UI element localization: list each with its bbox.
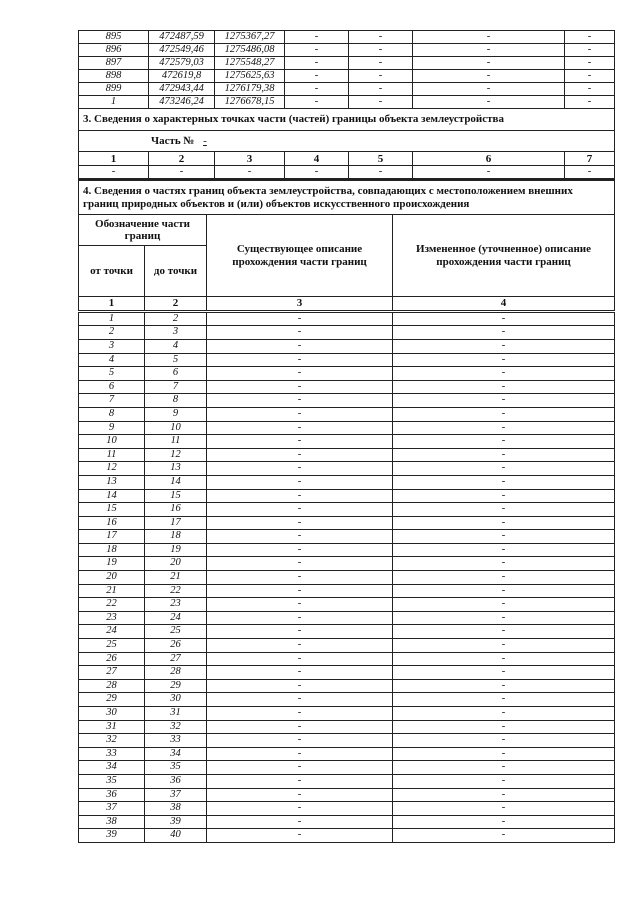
- table-cell: 7: [145, 380, 207, 394]
- table-row: [79, 394, 615, 408]
- table-row: [79, 571, 615, 585]
- table-cell: -: [393, 353, 615, 367]
- table-cell: -: [285, 44, 349, 57]
- table-cell: 31: [79, 720, 145, 734]
- table-cell: 33: [145, 734, 207, 748]
- table-cell: -: [349, 70, 413, 83]
- table-cell: -: [207, 326, 393, 340]
- table-cell: 34: [145, 747, 207, 761]
- table-cell: 24: [145, 611, 207, 625]
- table-cell: -: [285, 83, 349, 96]
- table-cell: 6: [79, 380, 145, 394]
- table-cell: -: [393, 611, 615, 625]
- table-row: [79, 611, 615, 625]
- table-cell: -: [393, 462, 615, 476]
- table-cell: -: [207, 815, 393, 829]
- table-row: [79, 311, 615, 326]
- table-cell: -: [207, 598, 393, 612]
- section4-rows: [79, 311, 615, 842]
- table-cell: 1: [79, 96, 149, 109]
- table-cell: 18: [145, 530, 207, 544]
- table-cell: 19: [145, 543, 207, 557]
- table-cell: 5: [145, 353, 207, 367]
- table-row: [79, 679, 615, 693]
- table-cell: -: [207, 394, 393, 408]
- table-cell: -: [207, 625, 393, 639]
- table-row: [79, 720, 615, 734]
- table-cell: -: [207, 543, 393, 557]
- table-cell: -: [207, 475, 393, 489]
- table-cell: 13: [145, 462, 207, 476]
- table-cell: -: [207, 747, 393, 761]
- table-cell: -: [285, 31, 349, 44]
- table-cell: 2: [79, 326, 145, 340]
- table-row: [79, 530, 615, 544]
- table-cell: 28: [145, 666, 207, 680]
- table-cell: -: [413, 166, 565, 179]
- table-cell: 9: [79, 421, 145, 435]
- table-cell: 15: [145, 489, 207, 503]
- table-cell: 16: [79, 516, 145, 530]
- header-to-point: до точки: [145, 246, 207, 297]
- table-row: [79, 625, 615, 639]
- table-cell: -: [393, 666, 615, 680]
- table-cell: 26: [145, 639, 207, 653]
- table-cell: -: [393, 311, 615, 326]
- table-cell: -: [207, 448, 393, 462]
- table-cell: 895: [79, 31, 149, 44]
- table-cell: -: [207, 720, 393, 734]
- table-cell: 472943,44: [149, 83, 215, 96]
- table-cell: 898: [79, 70, 149, 83]
- table-cell: 38: [79, 815, 145, 829]
- column-number: 3: [207, 297, 393, 312]
- table-cell: -: [393, 448, 615, 462]
- table-cell: 25: [145, 625, 207, 639]
- column-number: 2: [149, 152, 215, 166]
- table-cell: -: [393, 367, 615, 381]
- column-number: 1: [79, 152, 149, 166]
- table-cell: 473246,24: [149, 96, 215, 109]
- table-row: [79, 475, 615, 489]
- section4-table: [78, 179, 615, 843]
- table-cell: 472619,8: [149, 70, 215, 83]
- table-cell: -: [393, 571, 615, 585]
- table-cell: -: [393, 543, 615, 557]
- table-cell: -: [207, 435, 393, 449]
- table-cell: 37: [145, 788, 207, 802]
- table-cell: 23: [145, 598, 207, 612]
- header-from-point: от точки: [79, 246, 145, 297]
- table-cell: -: [207, 462, 393, 476]
- table-cell: -: [207, 584, 393, 598]
- table-cell: -: [393, 815, 615, 829]
- table-cell: -: [393, 829, 615, 843]
- table-cell: -: [393, 394, 615, 408]
- table-cell: 27: [145, 652, 207, 666]
- table-cell: 35: [79, 774, 145, 788]
- table-row: [79, 584, 615, 598]
- table-cell: 12: [145, 448, 207, 462]
- table-cell: -: [207, 639, 393, 653]
- table-cell: -: [393, 503, 615, 517]
- table-cell: -: [393, 407, 615, 421]
- table-cell: -: [207, 571, 393, 585]
- table-cell: 29: [145, 679, 207, 693]
- table-cell: -: [207, 788, 393, 802]
- table-cell: 472579,03: [149, 57, 215, 70]
- table-cell: -: [393, 326, 615, 340]
- table-cell: -: [207, 557, 393, 571]
- table-cell: 12: [79, 462, 145, 476]
- table-cell: -: [413, 70, 565, 83]
- table-cell: 1276678,15: [215, 96, 285, 109]
- table-cell: -: [349, 166, 413, 179]
- table-cell: 36: [79, 788, 145, 802]
- table-cell: -: [349, 96, 413, 109]
- table-cell: 899: [79, 83, 149, 96]
- table-cell: -: [207, 353, 393, 367]
- table-cell: 21: [145, 571, 207, 585]
- table-cell: -: [207, 761, 393, 775]
- table-row: [79, 31, 615, 44]
- table-cell: 8: [145, 394, 207, 408]
- table-cell: -: [565, 57, 615, 70]
- table-cell: -: [207, 802, 393, 816]
- table-row: [79, 380, 615, 394]
- table-cell: -: [207, 734, 393, 748]
- table-cell: 32: [79, 734, 145, 748]
- table-cell: 11: [79, 448, 145, 462]
- table-cell: 37: [79, 802, 145, 816]
- table-row: [79, 70, 615, 83]
- header-existing-description: Существующее описание прохождения части границ: [207, 215, 393, 297]
- table-row: [79, 407, 615, 421]
- table-cell: 34: [79, 761, 145, 775]
- table-cell: 18: [79, 543, 145, 557]
- table-cell: 7: [79, 394, 145, 408]
- column-number: 6: [413, 152, 565, 166]
- table-cell: -: [565, 31, 615, 44]
- table-row: [79, 516, 615, 530]
- table-row: [79, 639, 615, 653]
- table-cell: 22: [145, 584, 207, 598]
- column-number: 2: [145, 297, 207, 312]
- table-cell: 16: [145, 503, 207, 517]
- table-cell: 1276179,38: [215, 83, 285, 96]
- table-cell: -: [349, 57, 413, 70]
- table-row: [79, 339, 615, 353]
- table-cell: -: [285, 57, 349, 70]
- table-cell: -: [413, 83, 565, 96]
- table-cell: -: [393, 693, 615, 707]
- table-cell: -: [207, 407, 393, 421]
- table-row: [79, 462, 615, 476]
- table-row: [79, 707, 615, 721]
- column-number: 4: [285, 152, 349, 166]
- column-number: 5: [349, 152, 413, 166]
- table-cell: -: [565, 166, 615, 179]
- table-cell: -: [565, 83, 615, 96]
- table-cell: -: [393, 788, 615, 802]
- table-cell: -: [393, 761, 615, 775]
- table-row: [79, 503, 615, 517]
- table-row: [79, 747, 615, 761]
- table-cell: -: [393, 380, 615, 394]
- table-cell: -: [393, 516, 615, 530]
- table-cell: 33: [79, 747, 145, 761]
- table-cell: -: [207, 530, 393, 544]
- table-cell: 27: [79, 666, 145, 680]
- table-row: [79, 489, 615, 503]
- table-cell: -: [207, 774, 393, 788]
- table-cell: -: [413, 57, 565, 70]
- table-cell: -: [413, 31, 565, 44]
- table-row: [79, 367, 615, 381]
- table-row: [79, 829, 615, 843]
- column-number: 4: [393, 297, 615, 312]
- table-cell: 1275367,27: [215, 31, 285, 44]
- table-cell: 1275625,63: [215, 70, 285, 83]
- table-cell: 4: [79, 353, 145, 367]
- table-cell: -: [285, 96, 349, 109]
- column-number: 7: [565, 152, 615, 166]
- table-row: [79, 598, 615, 612]
- table-cell: -: [207, 693, 393, 707]
- table-cell: -: [207, 339, 393, 353]
- table-row: [79, 326, 615, 340]
- table-cell: -: [285, 70, 349, 83]
- table-cell: -: [393, 584, 615, 598]
- table-cell: -: [207, 489, 393, 503]
- table-cell: 14: [145, 475, 207, 489]
- table-cell: -: [207, 707, 393, 721]
- table-cell: -: [207, 367, 393, 381]
- table-row: [79, 666, 615, 680]
- table-cell: -: [393, 747, 615, 761]
- table-cell: -: [393, 707, 615, 721]
- table-row: [79, 421, 615, 435]
- table-cell: 31: [145, 707, 207, 721]
- section3-column-numbers: [79, 152, 615, 166]
- table-row: [79, 44, 615, 57]
- table-row: [79, 57, 615, 70]
- header-designation: Обозначение части границ: [79, 215, 207, 246]
- table-cell: 13: [79, 475, 145, 489]
- table-row: [79, 802, 615, 816]
- table-cell: -: [215, 166, 285, 179]
- table-cell: 24: [79, 625, 145, 639]
- coordinates-table: [78, 30, 615, 179]
- section4-title: 4. Сведения о частях границ объекта землеустройства, совпадающих с местоположением внешних границ природных объектов и (или) объектов искусственного происхождения: [79, 180, 615, 215]
- table-cell: 39: [79, 829, 145, 843]
- table-cell: -: [393, 489, 615, 503]
- document-sheet: [78, 30, 614, 843]
- table-cell: 32: [145, 720, 207, 734]
- part-number-row: [79, 131, 615, 152]
- part-number-value: -: [203, 134, 207, 147]
- table-cell: -: [565, 96, 615, 109]
- table-cell: 21: [79, 584, 145, 598]
- table-cell: -: [207, 611, 393, 625]
- table-cell: -: [393, 679, 615, 693]
- table-row: [79, 96, 615, 109]
- table-cell: -: [349, 31, 413, 44]
- table-cell: 38: [145, 802, 207, 816]
- table-row: [79, 734, 615, 748]
- table-row: [79, 693, 615, 707]
- table-cell: -: [207, 503, 393, 517]
- table-cell: 472487,59: [149, 31, 215, 44]
- table-cell: -: [207, 679, 393, 693]
- table-cell: 30: [79, 707, 145, 721]
- table-cell: -: [413, 44, 565, 57]
- table-cell: -: [565, 44, 615, 57]
- table-cell: -: [393, 598, 615, 612]
- table-cell: 2: [145, 311, 207, 326]
- table-cell: 5: [79, 367, 145, 381]
- part-number-label: Часть №: [151, 134, 195, 147]
- table-cell: 20: [145, 557, 207, 571]
- table-cell: -: [393, 475, 615, 489]
- table-cell: 3: [79, 339, 145, 353]
- table-cell: 1275548,27: [215, 57, 285, 70]
- section4-column-numbers: [79, 297, 615, 312]
- table-cell: -: [413, 96, 565, 109]
- table-cell: 3: [145, 326, 207, 340]
- table-cell: -: [393, 557, 615, 571]
- table-cell: 36: [145, 774, 207, 788]
- table-cell: -: [393, 530, 615, 544]
- table-cell: -: [349, 44, 413, 57]
- section3-empty-row: [79, 166, 615, 179]
- table-cell: 23: [79, 611, 145, 625]
- table-cell: -: [393, 435, 615, 449]
- table-cell: 897: [79, 57, 149, 70]
- table-cell: 26: [79, 652, 145, 666]
- table-cell: 4: [145, 339, 207, 353]
- section3-title: 3. Сведения о характерных точках части (частей) границы объекта землеустройства: [79, 109, 615, 131]
- table-row: [79, 448, 615, 462]
- table-cell: 10: [79, 435, 145, 449]
- table-cell: 25: [79, 639, 145, 653]
- table-cell: -: [393, 421, 615, 435]
- header-changed-description: Измененное (уточненное) описание прохождения части границ: [393, 215, 615, 297]
- table-cell: 11: [145, 435, 207, 449]
- table-cell: -: [207, 829, 393, 843]
- table-cell: 28: [79, 679, 145, 693]
- table-cell: 896: [79, 44, 149, 57]
- table-cell: 17: [145, 516, 207, 530]
- table-cell: -: [207, 652, 393, 666]
- table-cell: 1275486,08: [215, 44, 285, 57]
- table-cell: -: [285, 166, 349, 179]
- table-cell: 35: [145, 761, 207, 775]
- table-cell: 19: [79, 557, 145, 571]
- table-cell: -: [393, 625, 615, 639]
- table-cell: -: [393, 734, 615, 748]
- table-cell: -: [207, 311, 393, 326]
- column-number: 1: [79, 297, 145, 312]
- table-cell: -: [207, 516, 393, 530]
- table-row: [79, 435, 615, 449]
- table-cell: -: [393, 639, 615, 653]
- table-cell: 8: [79, 407, 145, 421]
- table-cell: -: [207, 421, 393, 435]
- table-row: [79, 557, 615, 571]
- table-row: [79, 774, 615, 788]
- table-cell: 20: [79, 571, 145, 585]
- table-cell: -: [207, 666, 393, 680]
- table-cell: 39: [145, 815, 207, 829]
- table-cell: -: [149, 166, 215, 179]
- table-cell: -: [393, 652, 615, 666]
- table-cell: 6: [145, 367, 207, 381]
- table-cell: -: [393, 802, 615, 816]
- table-cell: 22: [79, 598, 145, 612]
- table-cell: -: [349, 83, 413, 96]
- table-cell: 14: [79, 489, 145, 503]
- column-number: 3: [215, 152, 285, 166]
- table-row: [79, 543, 615, 557]
- table-row: [79, 353, 615, 367]
- table-cell: 30: [145, 693, 207, 707]
- table-cell: 29: [79, 693, 145, 707]
- coordinates-rows: [79, 31, 615, 109]
- table-cell: -: [565, 70, 615, 83]
- table-cell: 40: [145, 829, 207, 843]
- table-cell: -: [207, 380, 393, 394]
- table-row: [79, 815, 615, 829]
- table-cell: -: [79, 166, 149, 179]
- table-row: [79, 761, 615, 775]
- table-cell: 9: [145, 407, 207, 421]
- table-cell: -: [393, 720, 615, 734]
- table-row: [79, 83, 615, 96]
- table-cell: -: [393, 774, 615, 788]
- table-cell: 17: [79, 530, 145, 544]
- table-cell: 1: [79, 311, 145, 326]
- table-row: [79, 788, 615, 802]
- table-cell: 472549,46: [149, 44, 215, 57]
- table-cell: 15: [79, 503, 145, 517]
- table-row: [79, 652, 615, 666]
- table-cell: 10: [145, 421, 207, 435]
- table-cell: -: [393, 339, 615, 353]
